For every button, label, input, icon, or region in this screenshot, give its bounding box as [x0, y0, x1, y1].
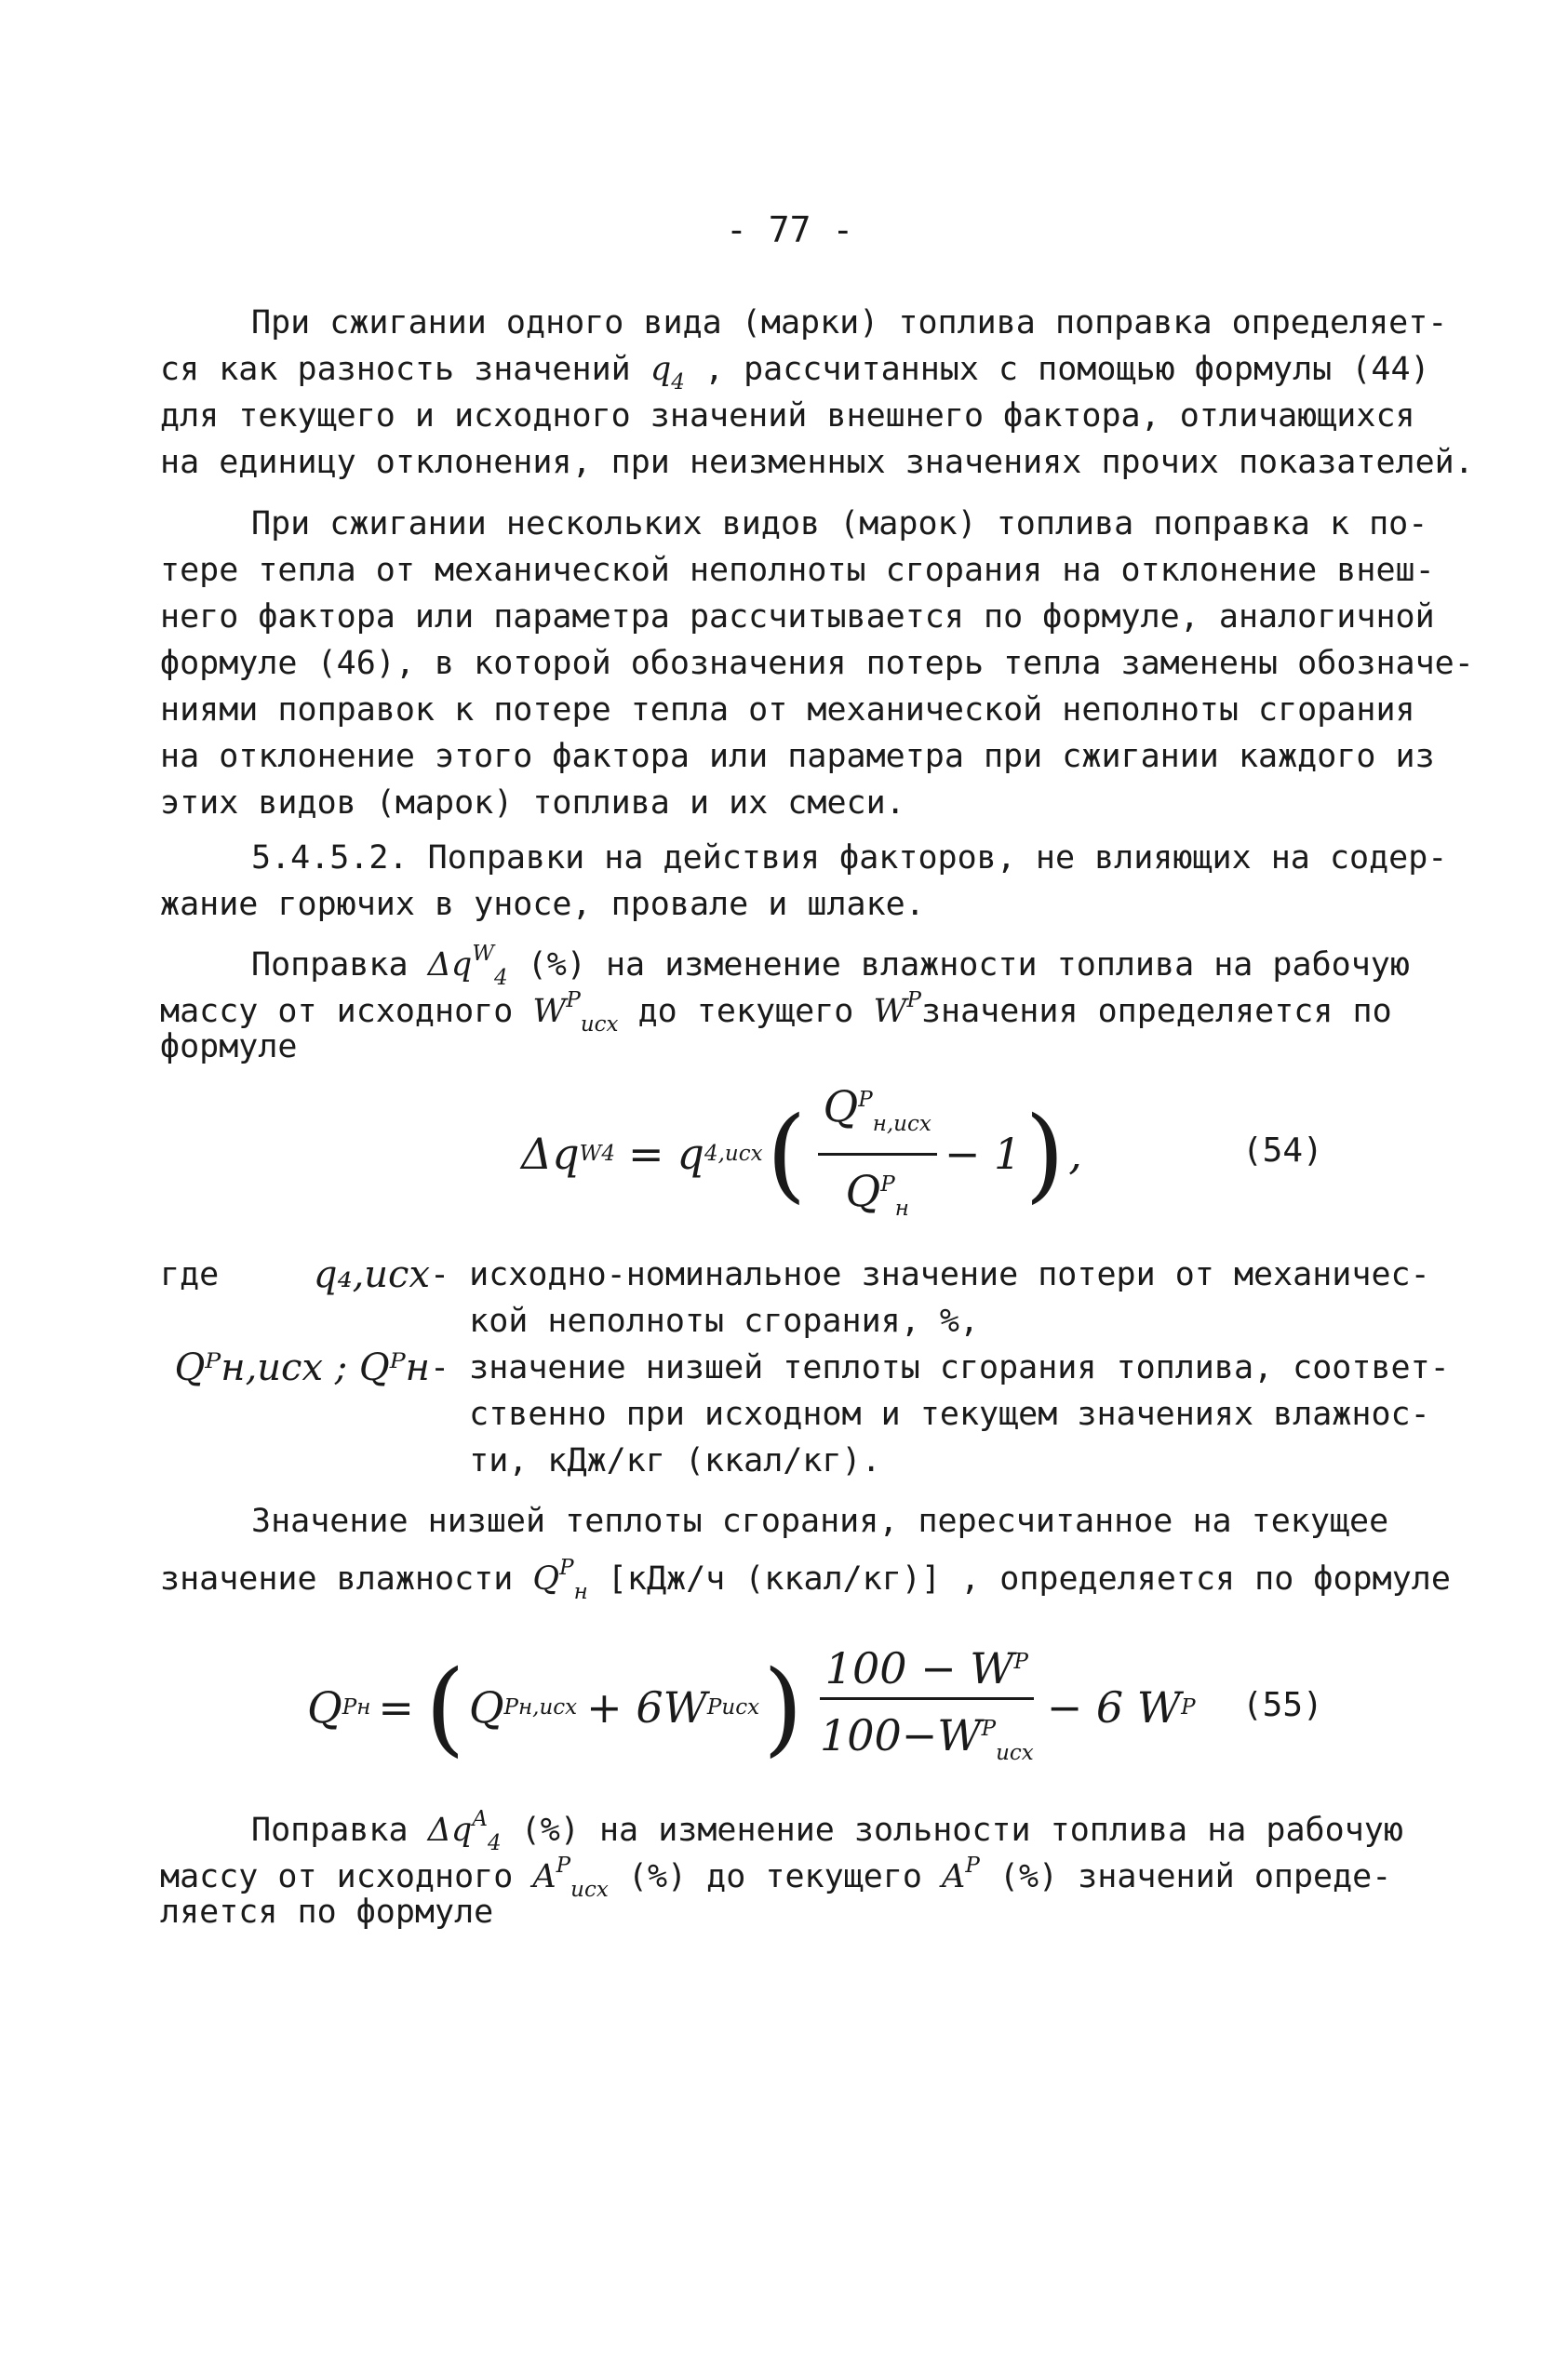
text-line: ниями поправок к потере тепла от механической неполноты сгорания [160, 691, 1415, 729]
paragraph-single-fuel [160, 300, 1474, 486]
text-line: Значение низшей теплоты сгорания, пересчитанное на текущее [251, 1503, 1389, 1540]
where-label: где [160, 1256, 220, 1293]
equation-number-55: (55) [1242, 1686, 1323, 1724]
definition-text: кой неполноты сгорания, %, [430, 1303, 980, 1340]
text-line: ляется по формуле [160, 1894, 494, 1931]
definition-text: ственно при исходном и текущем значениях влажнос- [430, 1396, 1430, 1433]
symbol-delta-q4-w: $\Delta q^W_4$ [427, 942, 508, 990]
text-line: формуле (46), в которой обозначения потерь тепла заменены обозначе- [160, 645, 1474, 682]
text-line: для текущего и исходного значений внешнего фактора, отличающихся [160, 397, 1415, 435]
symbol-w-cur: $W^P$ [873, 988, 921, 1030]
definition-symbol: q₄,исх [313, 1253, 430, 1296]
symbol-delta-q4-a: $\Delta q^A_4$ [427, 1807, 502, 1855]
text-line: тере тепла от механической неполноты сгорания на отклонение внеш- [160, 552, 1435, 589]
text-line: При сжигании одного вида (марки) топлива поправка определяет- [251, 304, 1448, 341]
text-fragment: , рассчитанных с помощью формулы (44) [704, 351, 1430, 388]
symbol-qn: $Q^P_н$ [532, 1556, 588, 1604]
page-number: - 77 - [726, 209, 854, 250]
definition-item [160, 1252, 1430, 1345]
text-line: на единицу отклонения, при неизменных значениях прочих показателей. [160, 444, 1474, 481]
fraction: $\frac{Q^P_{н,исх}}{Q^P_н}$ [818, 1077, 937, 1232]
equation-number-54: (54) [1242, 1131, 1323, 1170]
text-line: При сжигании нескольких видов (марок) топлива поправка к по- [251, 505, 1428, 542]
text-line: 5.4.5.2. Поправки на действия факторов, не влияющих на содер- [251, 839, 1448, 877]
text-line: массу от исходного $W^P_{исх}$ до текущего $W^Pзначения$ определяется по [160, 988, 1392, 1037]
text-fragment: ся как разность значений [160, 351, 631, 388]
fraction: $\frac{100 - W^P}{100-W^P_{исх}}$ [814, 1639, 1039, 1776]
definition-text: - значение низшей теплоты сгорания топлива, соответ- [430, 1349, 1450, 1386]
paragraph-moisture-correction [160, 930, 1410, 1070]
text-line: значение влажности $Q^P_н$ [кДж/ч (ккал/кг)] , определяется по формуле [160, 1556, 1451, 1604]
paragraph-lower-heat-value [160, 1498, 1451, 1604]
definition-symbol: Qᴾн,исх ; Qᴾн [174, 1346, 430, 1389]
paragraph-section-5-4-5-2 [160, 835, 1448, 928]
text-line: него фактора или параметра рассчитывается по формуле, аналогичной [160, 598, 1435, 636]
definition-text: ти, кДж/кг (ккал/кг). [430, 1442, 881, 1479]
text-line: этих видов (марок) топлива и их смеси. [160, 784, 905, 822]
symbol-a-isx: $A^P_{исх}$ [532, 1854, 609, 1902]
text-line [160, 346, 1430, 395]
symbol-a-cur: $A^P$ [942, 1854, 980, 1895]
symbol-w-isx: $W^P_{исх}$ [532, 988, 619, 1037]
symbol-q4: $q_4$ [650, 351, 685, 395]
definitions-block [160, 1252, 1450, 1484]
formula-54: Δq W 4 = q 4,исх ( $\frac{Q^P_{н,исх}}{Q^P_н}$ − 1 ) , [521, 1084, 1082, 1224]
definition-item [160, 1345, 1450, 1484]
formula-55: Q P н = ( Q P н,исх + 6W P исх ) $\frac{100 - W^P}{100-W^P_{исх}}$ − 6 W P [307, 1638, 1196, 1777]
text-line: Поправка $\Delta q^A_4$ (%) на изменение зольности топлива на рабочую [251, 1807, 1403, 1855]
text-line: жание горючих в уносе, провале и шлаке. [160, 886, 925, 923]
text-line: на отклонение этого фактора или параметра при сжигании каждого из [160, 738, 1435, 775]
text-line: формуле [160, 1028, 298, 1065]
paragraph-ash-correction [160, 1796, 1403, 1935]
text-line: массу от исходного $A^P_{исх}$ (%) до текущего $A^P$ (%) значений опреде- [160, 1854, 1392, 1902]
paragraph-multi-fuel [160, 501, 1474, 826]
text-line: Поправка $\Delta q^W_4$ (%) на изменение влажности топлива на рабочую [251, 942, 1410, 990]
definition-text: - исходно-номинальное значение потери от механичес- [430, 1256, 1430, 1293]
